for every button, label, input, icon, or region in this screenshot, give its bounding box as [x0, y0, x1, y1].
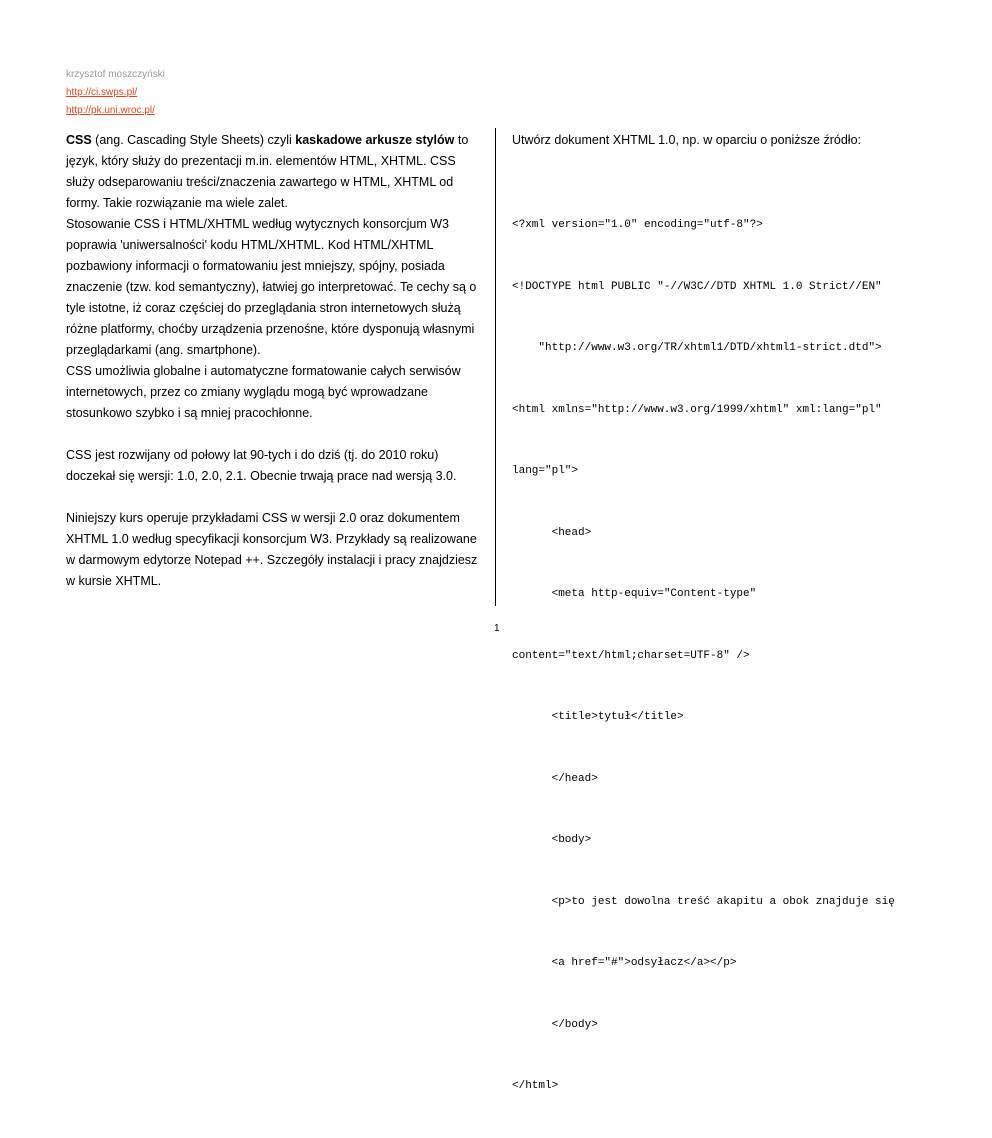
code-line: </body>: [512, 1018, 598, 1031]
code-line: <html xmlns="http://www.w3.org/1999/xhtml" xml:lang="pl": [512, 403, 882, 416]
document-header: [66, 66, 165, 120]
paragraph-standards: Stosowanie CSS i HTML/XHTML według wytycznych konsorcjum W3 poprawia 'uniwersalności' kodu HTML/XHTML. Kod HTML/XHTML pozbawiony informacji o formatowaniu jest mniejszy, spójny, posiada znaczenie (tzw. kod semantyczny), łatwiej go interpretować. Te cechy są o tyle istotne, iż coraz częściej do przeglądania stron internetowych służą różne platformy, choćby urządzenia przenośne, które dysponują własnymi przeglądarkami (ang. smartphone).: [66, 217, 477, 357]
code-line: <body>: [512, 834, 592, 846]
paragraph-course-info: Niniejszy kurs operuje przykładami CSS w wersji 2.0 oraz dokumentem XHTML 1.0 według specyfikacji konsorcjum W3. Przykłady są realizowane w darmowym edytorze Notepad ++. Szczegóły instalacji i pracy znajdziesz w kursie XHTML.: [66, 511, 478, 588]
code-line: "http://www.w3.org/TR/xhtml1/DTD/xhtml1-strict.dtd">: [512, 342, 882, 354]
code-line: <head>: [512, 526, 592, 539]
code-line: content="text/html;charset=UTF-8" />: [512, 649, 750, 662]
code-sample: [512, 174, 982, 1138]
column-divider: [495, 128, 496, 606]
code-line: <title>tytuł</title>: [512, 711, 684, 723]
code-line: <?xml version="1.0" encoding="utf-8"?>: [512, 219, 763, 231]
term-kaskadowe: kaskadowe arkusze stylów: [295, 133, 455, 147]
paragraph-global-formatting: CSS umożliwia globalne i automatyczne formatowanie całych serwisów internetowych, przez co zmiany wyglądu mogą być wprowadzane stosunkowo szybko i są mniej pracochłonne.: [66, 364, 461, 420]
term-css: CSS: [66, 133, 92, 147]
right-column: [512, 130, 982, 1138]
paragraph-history: CSS jest rozwijany od połowy lat 90-tych i do dziś (tj. do 2010 roku) doczekał się wersji: 1.0, 2.0, 2.1. Obecnie trwają prace nad wersją 3.0.: [66, 448, 457, 483]
link-pk-uni-wroc[interactable]: http://pk.uni.wroc.pl/: [66, 105, 155, 116]
code-line: lang="pl">: [512, 465, 579, 477]
code-line: <meta http-equiv="Content-type": [512, 588, 757, 600]
exercise-instruction: Utwórz dokument XHTML 1.0, np. w oparciu o poniższe źródło:: [512, 133, 861, 147]
link-ci-swps[interactable]: http://ci.swps.pl/: [66, 87, 138, 98]
code-line: <a href="#">odsyłacz</a></p>: [512, 957, 737, 969]
code-line: </head>: [512, 772, 598, 785]
paragraph-css-intro: [66, 130, 484, 214]
code-line: <p>to jest dowolna treść akapitu a obok znajduje się: [512, 895, 895, 908]
left-column: [66, 130, 484, 592]
code-line: <!DOCTYPE html PUBLIC "-//W3C//DTD XHTML 1.0 Strict//EN": [512, 280, 882, 293]
intro-text-2: to język, który służy do prezentacji m.in. elementów HTML, XHTML. CSS służy odseparowaniu treści/znaczenia zawartego w HTML, XHTML od formy. Takie rozwiązanie ma wiele zalet.: [66, 133, 469, 210]
author-name: krzysztof moszczyński: [66, 69, 165, 80]
code-line: </html>: [512, 1080, 559, 1092]
page-number: 1: [494, 623, 500, 634]
intro-text-1: (ang. Cascading Style Sheets) czyli: [91, 133, 296, 147]
